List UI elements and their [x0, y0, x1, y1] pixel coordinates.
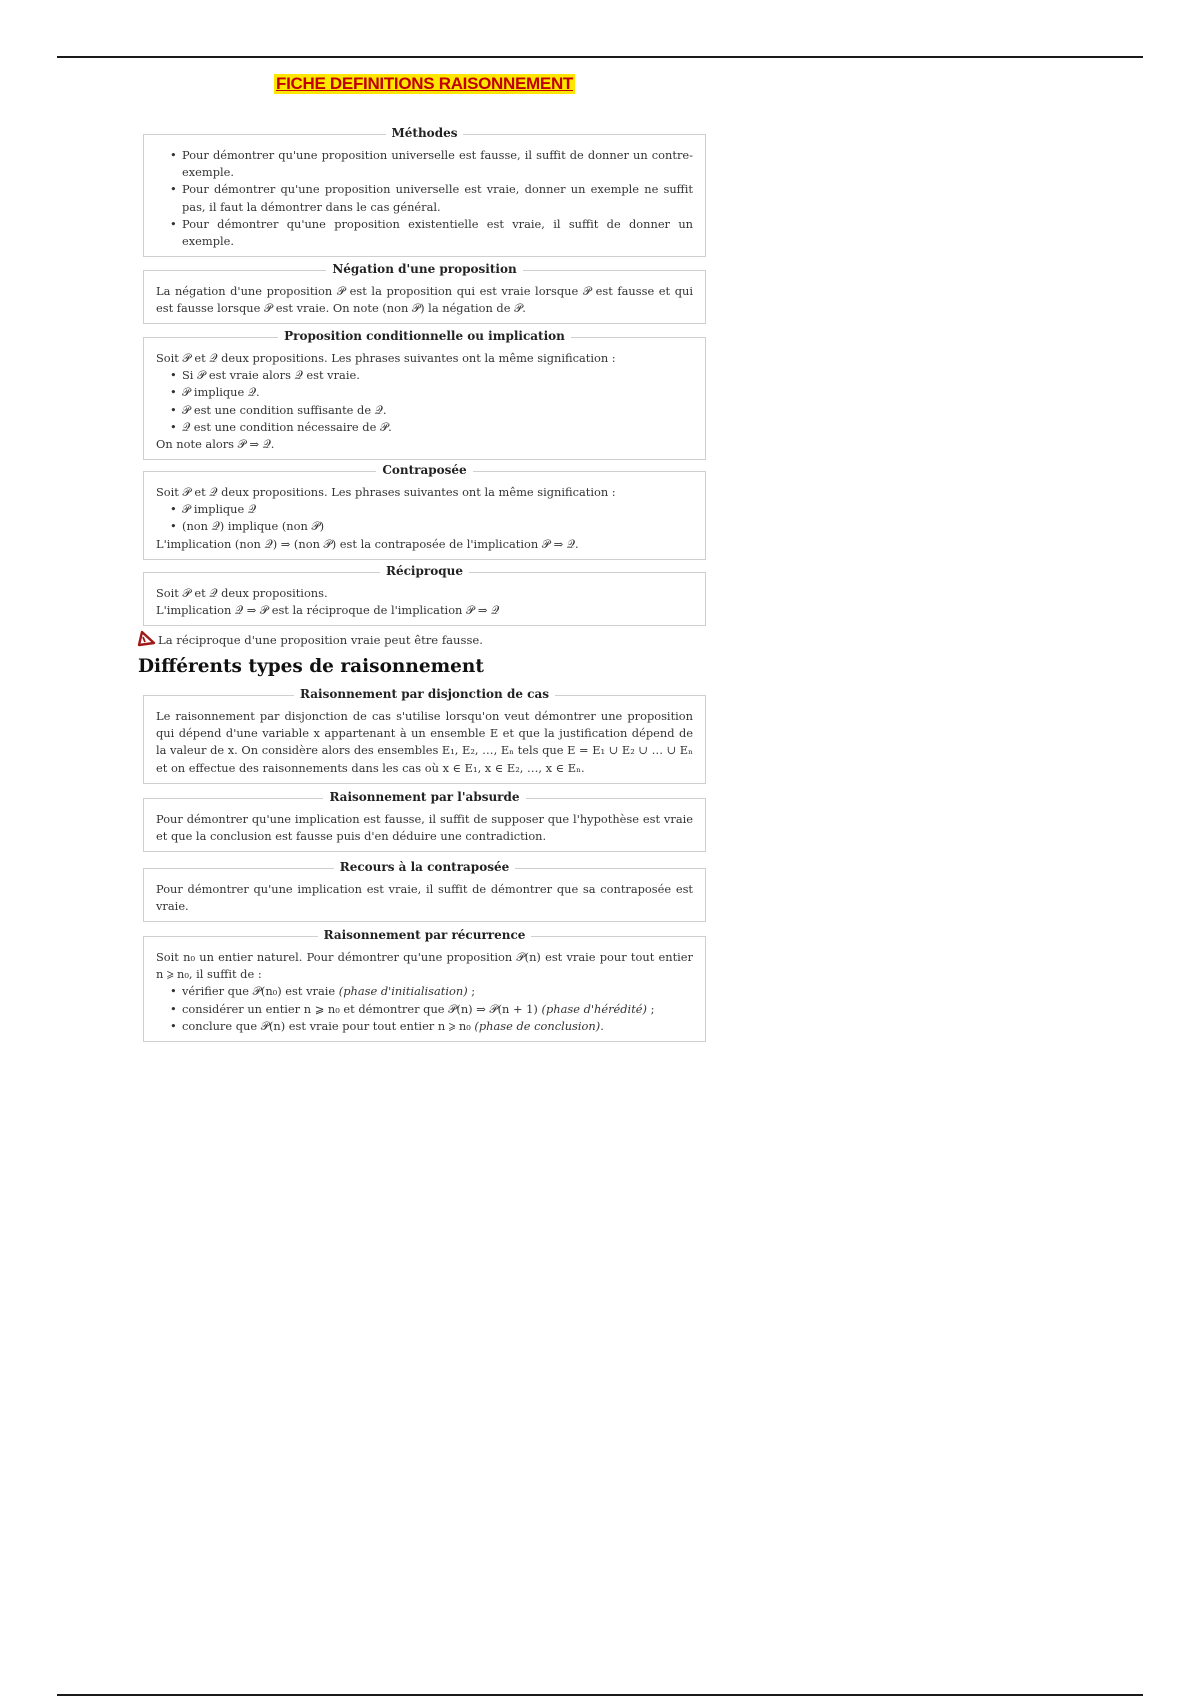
- box-title-contraposee: Contraposée: [376, 463, 472, 477]
- absurde-text: Pour démontrer qu'une implication est fausse, il suffit de supposer que l'hypothèse est vraie et que la conclusion est fausse puis d'en déduire une contradiction.: [156, 812, 693, 844]
- recurrence-intro: Soit n₀ un entier naturel. Pour démontrer qu'une proposition 𝒫(n) est vraie pour tout entier n ⩾ n₀, il suffit de :: [156, 950, 693, 982]
- implication-outro: On note alors 𝒫 ⇒ 𝒬.: [156, 437, 275, 452]
- reciproque-line2: L'implication 𝒬 ⇒ 𝒫 est la réciproque de l'implication 𝒫 ⇒ 𝒬: [156, 603, 500, 618]
- disjonction-text: Le raisonnement par disjonction de cas s'utilise lorsqu'on veut démontrer une proposition qui dépend d'une variable x appartenant à un ensemble E et que la justification dépend de la valeur de x. On considère alors des ensembles E₁, E₂, …, Eₙ tels que E = E₁ ∪ E₂ ∪ … ∪ Eₙ et on effectue des raisonnements dans les cas où x ∈ E₁, x ∈ E₂, …, x ∈ Eₙ.: [156, 709, 693, 775]
- list-item: • 𝒫 implique 𝒬.: [182, 384, 693, 401]
- list-item: • Pour démontrer qu'une proposition universelle est vraie, donner un exemple ne suffit pas, il faut la démontrer dans le cas général.: [182, 181, 693, 215]
- contraposee-outro: L'implication (non 𝒬) ⇒ (non 𝒫) est la contraposée de l'implication 𝒫 ⇒ 𝒬.: [156, 536, 579, 551]
- box-title-recours: Recours à la contraposée: [334, 860, 515, 874]
- implication-intro: Soit 𝒫 et 𝒬 deux propositions. Les phrases suivantes ont la même signification :: [156, 351, 616, 365]
- recours-text: Pour démontrer qu'une implication est vraie, il suffit de démontrer que sa contraposée est vraie.: [156, 882, 693, 914]
- box-negation: [143, 262, 706, 324]
- reciproque-note: [136, 630, 483, 650]
- list-item: • Pour démontrer qu'une proposition existentielle est vraie, il suffit de donner un exemple.: [182, 216, 693, 250]
- list-item: • considérer un entier n ⩾ n₀ et démontrer que 𝒫(n) ⇒ 𝒫(n + 1) (phase d'hérédité) ;: [182, 1001, 693, 1018]
- methodes-list: [156, 147, 693, 250]
- box-absurde: [143, 790, 706, 852]
- box-reciproque: [143, 564, 706, 626]
- note-text: La réciproque d'une proposition vraie peut être fausse.: [158, 633, 483, 647]
- box-title-implication: Proposition conditionnelle ou implication: [278, 329, 571, 343]
- list-item: • vérifier que 𝒫(n₀) est vraie (phase d'initialisation) ;: [182, 983, 693, 1000]
- implication-list: [156, 367, 693, 436]
- list-item: • 𝒬 est une condition nécessaire de 𝒫.: [182, 419, 693, 436]
- top-rule: [57, 56, 1143, 58]
- box-methodes: [143, 126, 706, 257]
- box-implication: [143, 329, 706, 460]
- box-title-negation: Négation d'une proposition: [326, 262, 522, 276]
- box-title-recurrence: Raisonnement par récurrence: [318, 928, 532, 942]
- box-title-disjonction: Raisonnement par disjonction de cas: [294, 687, 555, 701]
- list-item: • 𝒫 est une condition suffisante de 𝒬.: [182, 402, 693, 419]
- box-disjonction: [143, 687, 706, 784]
- contraposee-list: [156, 501, 693, 535]
- recurrence-list: [156, 983, 693, 1035]
- list-item: • Si 𝒫 est vraie alors 𝒬 est vraie.: [182, 367, 693, 384]
- list-item: • (non 𝒬) implique (non 𝒫): [182, 518, 693, 535]
- bottom-rule: [57, 1694, 1143, 1696]
- warning-triangle-icon: [136, 630, 156, 650]
- section-heading: Différents types de raisonnement: [138, 656, 484, 677]
- box-recours: [143, 860, 706, 922]
- box-title-absurde: Raisonnement par l'absurde: [323, 790, 525, 804]
- box-recurrence: [143, 928, 706, 1042]
- list-item: • 𝒫 implique 𝒬: [182, 501, 693, 518]
- page-title: FICHE DEFINITIONS RAISONNEMENT: [276, 74, 574, 93]
- box-contraposee: [143, 463, 706, 560]
- reciproque-line1: Soit 𝒫 et 𝒬 deux propositions.: [156, 586, 328, 600]
- list-item: • Pour démontrer qu'une proposition universelle est fausse, il suffit de donner un contre-exemple.: [182, 147, 693, 181]
- negation-text: La négation d'une proposition 𝒫 est la proposition qui est vraie lorsque 𝒫 est fausse et qui est fausse lorsque 𝒫 est vraie. On note (non 𝒫) la négation de 𝒫.: [156, 284, 693, 316]
- list-item: • conclure que 𝒫(n) est vraie pour tout entier n ⩾ n₀ (phase de conclusion).: [182, 1018, 693, 1035]
- box-title-reciproque: Réciproque: [380, 564, 469, 578]
- box-title-methodes: Méthodes: [386, 126, 464, 140]
- contraposee-intro: Soit 𝒫 et 𝒬 deux propositions. Les phrases suivantes ont la même signification :: [156, 485, 616, 499]
